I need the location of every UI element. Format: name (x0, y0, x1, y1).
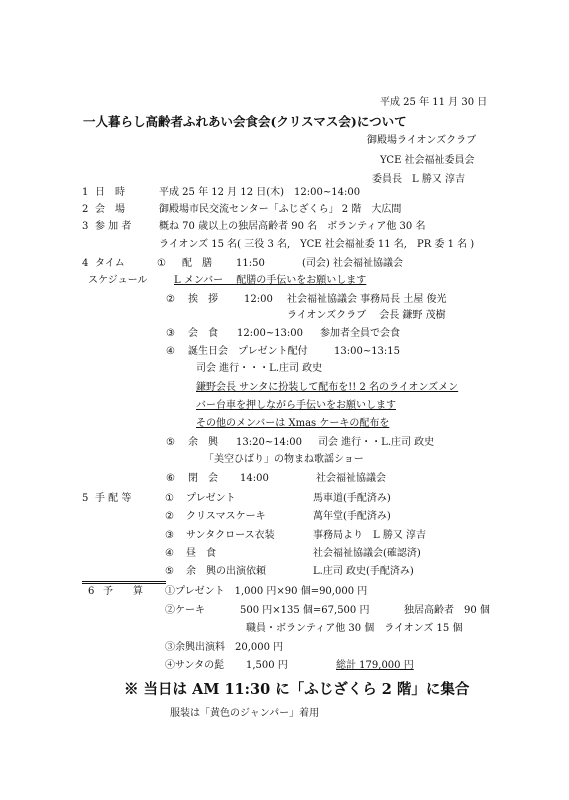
schedule-item-desc: 社会福祉協議会 事務局長 土屋 俊光 (287, 294, 447, 305)
schedule-item-name: 誕生日会 プレゼント配付 (188, 346, 308, 357)
section-label: 日 時 (95, 187, 125, 198)
schedule-item-name: 閉 会 (188, 473, 218, 484)
dress-code: 服装は「黄色のジャンパー」着用 (170, 708, 320, 719)
assembly-notice: ※ 当日は AM 11:30 に「ふじざくら 2 階」に集合 (124, 681, 470, 698)
arrangement-who: 社会福祉協議会(確認済) (313, 548, 421, 559)
budget-total: 総計 179,000 円 (336, 660, 414, 671)
schedule-item-time: 12:00~13:00 (237, 328, 304, 339)
section-label: スケジュール (88, 275, 148, 286)
arrangement-mark: ① (165, 493, 174, 504)
schedule-item-desc: 司会 進行・・L.庄司 政史 (318, 437, 435, 448)
schedule-note: 「美空ひばり」の物まね歌謡ショー (204, 454, 364, 465)
participants-line: ライオンズ 15 名( 三役 3 名, YCE 社会福祉委 11 名, PR 委 1 名 ) (159, 239, 475, 250)
venue: 御殿場市民交流センター「ふじざくら」 2 階 大広間 (159, 204, 402, 215)
org-committee: YCE 社会福祉委員会 (380, 155, 475, 166)
section-number: 5 (82, 493, 89, 504)
org-club: 御殿場ライオンズクラブ (367, 135, 477, 146)
section-number: 3 (82, 221, 89, 232)
document-date: 平成 25 年 11 月 30 日 (380, 97, 488, 108)
schedule-item-name: 挨 拶 (188, 294, 218, 305)
budget-amount: 1,500 円 (246, 660, 288, 671)
arrangement-mark: ⑤ (165, 566, 174, 577)
org-chair: 委員長 L 勝又 淳吉 (372, 174, 465, 185)
section-number: 1 (82, 187, 89, 198)
schedule-item-time: 13:00~13:15 (334, 346, 401, 357)
arrangement-who: 事務局より L 勝又 淳吉 (313, 530, 426, 541)
budget-item: ③余興出演料 20,000 円 (165, 642, 284, 653)
arrangement-item: 昼 食 (186, 548, 216, 559)
schedule-item-desc: 社会福祉協議会 (316, 473, 386, 484)
section-label: タイム (95, 258, 125, 269)
section-number: 2 (82, 204, 89, 215)
schedule-datetime: 平成 25 年 12 月 12 日(木) 12:00~14:00 (159, 187, 361, 198)
participants-line: 概ね 70 歳以上の独居高齢者 90 名 ボランティア他 30 名 (159, 221, 426, 232)
section-label: 手 配 等 (95, 493, 132, 504)
section-label: 参 加 者 (95, 221, 132, 232)
arrangement-mark: ③ (165, 530, 174, 541)
budget-item: ①プレゼント 1,000 円×90 個=90,000 円 (165, 586, 368, 597)
schedule-mark: ⑥ (166, 473, 175, 484)
schedule-note: バー台車を押しながら手伝いをお願いします (196, 400, 396, 411)
section-divider (82, 581, 166, 584)
arrangement-who: 萬年堂(手配済み) (313, 511, 391, 522)
schedule-note: 鎌野会長 サンタに扮装して配布を!! 2 名のライオンズメン (196, 382, 459, 393)
schedule-note: L メンバー 配膳の手伝いをお願いします (174, 275, 367, 286)
arrangement-item: 余 興の出演依頼 (186, 566, 266, 577)
arrangement-mark: ④ (165, 548, 174, 559)
arrangement-item: プレゼント (186, 493, 236, 504)
section-label: 予 算 (103, 586, 143, 597)
schedule-item-time: 11:50 (236, 258, 265, 269)
section-label: 会 場 (95, 204, 125, 215)
schedule-mark: ① (157, 258, 166, 269)
schedule-note: ライオンズクラブ 会長 鎌野 茂樹 (287, 310, 446, 321)
section-number: 4 (82, 258, 89, 269)
arrangement-item: クリスマスケーキ (186, 511, 266, 522)
schedule-mark: ③ (166, 328, 175, 339)
arrangement-mark: ② (165, 511, 174, 522)
schedule-item-desc: (司会) 社会福祉協議会 (302, 258, 403, 269)
schedule-item-time: 14:00 (240, 473, 269, 484)
schedule-item-name: 余 興 (188, 437, 218, 448)
section-number: 6 (88, 586, 95, 597)
schedule-mark: ⑤ (166, 437, 175, 448)
schedule-item-desc: 参加者全員で会食 (320, 328, 400, 339)
document-title: 一人暮らし高齢者ふれあい会食会(クリスマス会)について (83, 114, 407, 129)
schedule-item-name: 会 食 (188, 328, 218, 339)
schedule-note: 司会 進行・・・L.庄司 政史 (196, 363, 323, 374)
schedule-mark: ④ (166, 346, 175, 357)
arrangement-item: サンタクロース衣装 (186, 530, 275, 541)
arrangement-who: 馬車道(手配済み) (313, 493, 391, 504)
schedule-item-time: 13:20~14:00 (236, 437, 303, 448)
schedule-item-time: 12:00 (244, 294, 273, 305)
schedule-note: その他のメンバーは Xmas ケーキの配布を (196, 418, 390, 429)
budget-item: ②ケーキ (165, 605, 205, 616)
schedule-item-name: 配 膳 (182, 258, 212, 269)
arrangement-who: L.庄司 政史(手配済み) (313, 566, 414, 577)
budget-calc: 500 円×135 個=67,500 円 (240, 605, 370, 616)
schedule-mark: ② (166, 294, 175, 305)
budget-item: ④サンタの髭 (165, 660, 225, 671)
budget-breakdown: 職員・ボランティア他 30 個 ライオンズ 15 個 (246, 623, 463, 634)
budget-breakdown: 独居高齢者 90 個 (404, 605, 490, 616)
